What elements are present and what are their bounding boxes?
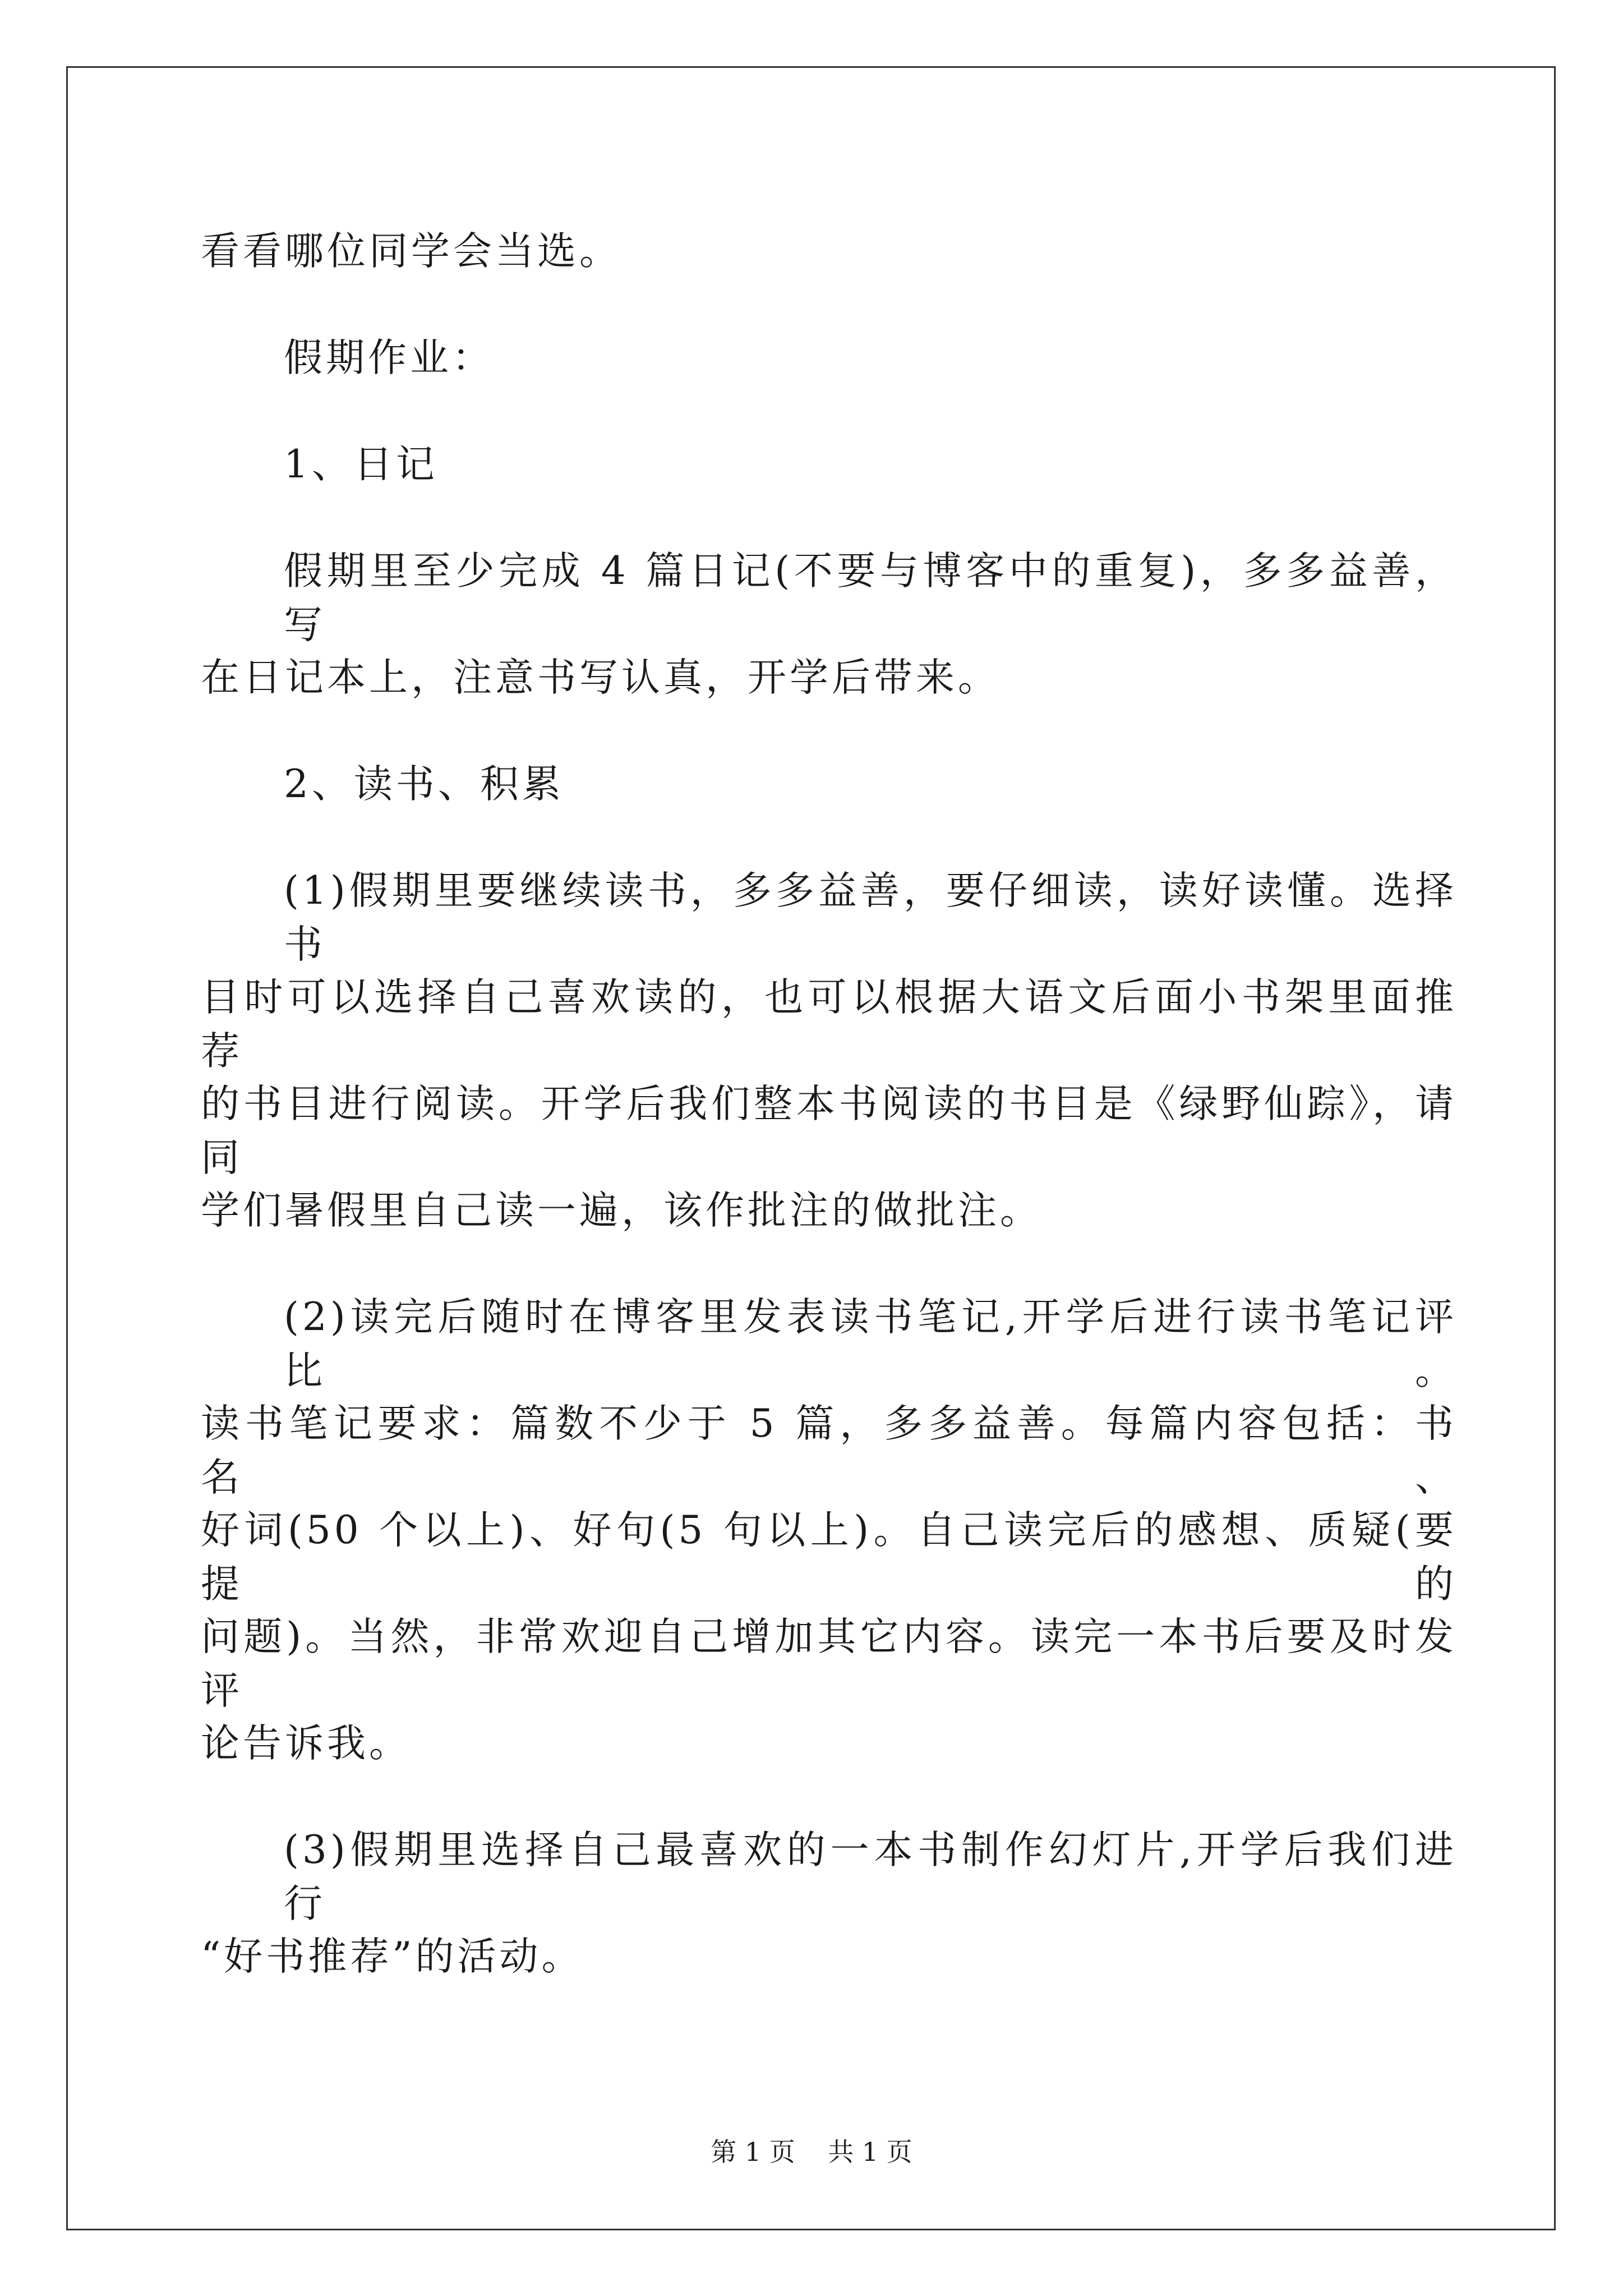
item-heading: 2、读书、积累 bbox=[284, 762, 564, 807]
text-line: 假期里至少完成 4 篇日记(不要与博客中的重复)，多多益善，写 bbox=[284, 549, 1457, 647]
text-line: 问题)。当然，非常欢迎自己增加其它内容。读完一本书后要及时发评 bbox=[201, 1614, 1457, 1713]
text-line: 看看哪位同学会当选。 bbox=[201, 229, 621, 274]
page-number: 第 1 页 共 1 页 bbox=[711, 2137, 912, 2167]
text-line: 学们暑假里自己读一遍，该作批注的做批注。 bbox=[201, 1188, 1042, 1233]
text-line: 论告诉我。 bbox=[201, 1721, 411, 1766]
item-heading: 1、日记 bbox=[284, 442, 438, 487]
text-line: 在日记本上，注意书写认真，开学后带来。 bbox=[201, 655, 1000, 700]
text-line: (1)假期里要继续读书，多多益善，要仔细读，读好读懂。选择书 bbox=[284, 868, 1457, 967]
text-line: (3)假期里选择自己最喜欢的一本书制作幻灯片,开学后我们进行 bbox=[284, 1828, 1457, 1926]
text-line: 好词(50 个以上)、好句(5 句以上)。自己读完后的感想、质疑(要提的 bbox=[201, 1508, 1457, 1607]
section-heading: 假期作业： bbox=[284, 335, 494, 380]
text-line: 读书笔记要求：篇数不少于 5 篇，多多益善。每篇内容包括：书名、 bbox=[201, 1401, 1457, 1500]
text-line: “好书推荐”的活动。 bbox=[201, 1934, 584, 1979]
page-footer bbox=[0, 2135, 1623, 2169]
text-line: 的书目进行阅读。开学后我们整本书阅读的书目是《绿野仙踪》，请同 bbox=[201, 1082, 1457, 1180]
text-line: (2)读完后随时在博客里发表读书笔记,开学后进行读书笔记评比。 bbox=[284, 1295, 1457, 1393]
text-line: 目时可以选择自己喜欢读的，也可以根据大语文后面小书架里面推荐 bbox=[201, 975, 1457, 1074]
